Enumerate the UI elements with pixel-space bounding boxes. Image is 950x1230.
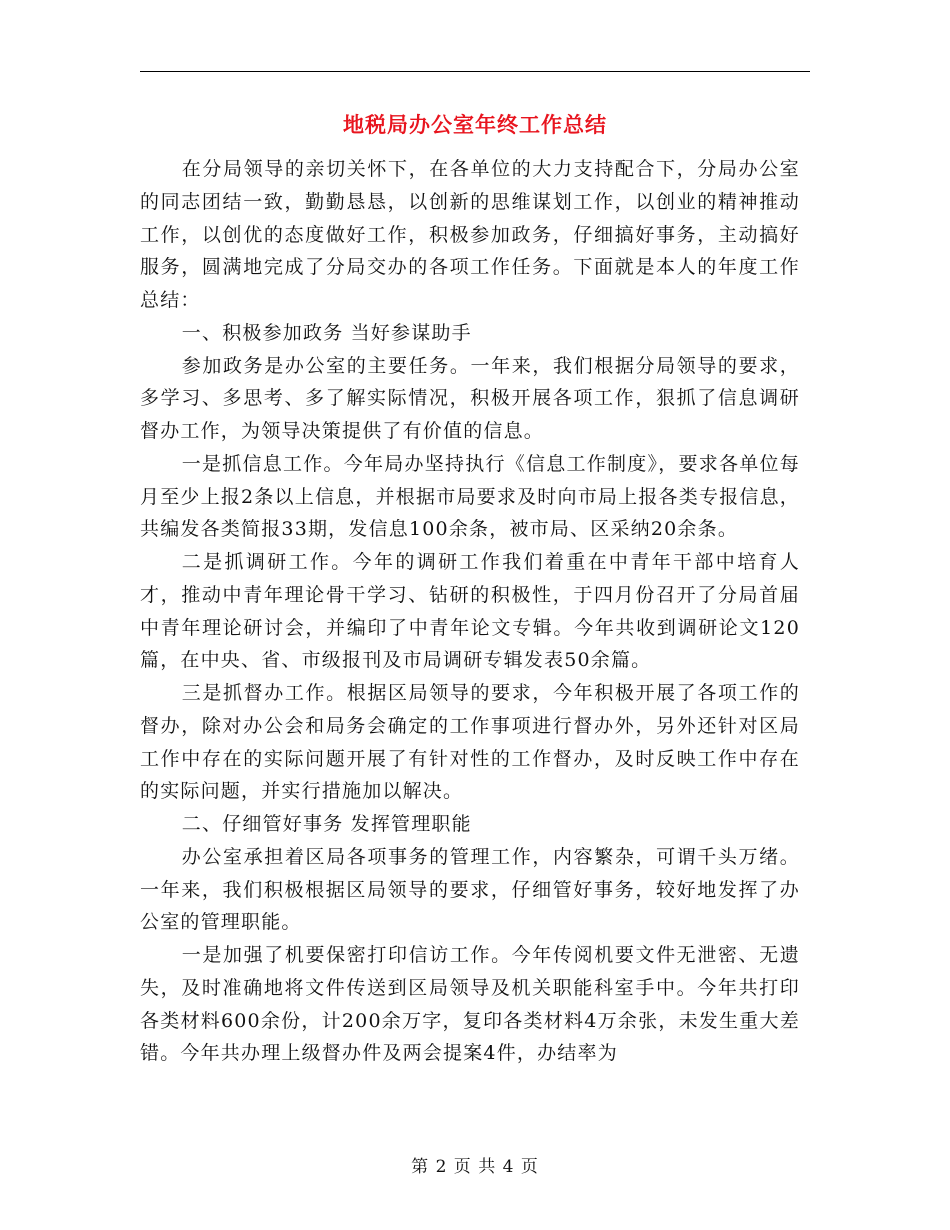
page-footer [0, 1156, 950, 1178]
document-body [140, 153, 800, 1070]
body-paragraph: 办公室承担着区局各项事务的管理工作，内容繁杂，可谓千头万绪。一年来，我们积极根据区局领导的要求，仔细管好事务，较好地发挥了办公室的管理职能。 [140, 845, 800, 934]
page-number: 第 2 页 共 4 页 [411, 1157, 539, 1177]
header-rule [140, 71, 810, 72]
body-paragraph: 一是抓信息工作。今年局办坚持执行《信息工作制度》，要求各单位每月至少上报2条以上信息，并根据市局要求及时向市局上报各类专报信息，共编发各类简报33期，发信息100余条，被市局、区采纳20余条。 [140, 452, 800, 541]
body-paragraph: 参加政务是办公室的主要任务。一年来，我们根据分局领导的要求，多学习、多思考、多了解实际情况，积极开展各项工作，狠抓了信息调研督办工作，为领导决策提供了有价值的信息。 [140, 354, 800, 442]
body-paragraph: 三是抓督办工作。根据区局领导的要求，今年积极开展了各项工作的督办，除对办公会和局务会确定的工作事项进行督办外，另外还针对区局工作中存在的实际问题开展了有针对性的工作督办，及时反映工作中存在的实际问题，并实行措施加以解决。 [140, 682, 800, 803]
section-heading-2: 二、仔细管好事务 发挥管理职能 [181, 813, 472, 835]
body-paragraph: 二是抓调研工作。今年的调研工作我们着重在中青年干部中培育人才，推动中青年理论骨干学习、钻研的积极性，于四月份召开了分局首届中青年理论研讨会，并编印了中青年论文专辑。今年共收到调研论文120篇，在中央、省、市级报刊及市局调研专辑发表50余篇。 [140, 551, 800, 672]
document-title: 地税局办公室年终工作总结 [343, 112, 607, 137]
body-paragraph: 一是加强了机要保密打印信访工作。今年传阅机要文件无泄密、无遗失，及时准确地将文件传送到区局领导及机关职能科室手中。今年共打印各类材料600余份，计200余万字，复印各类材料4万余张，未发生重大差错。今年共办理上级督办件及两会提案4件，办结率为 [140, 944, 800, 1065]
section-heading-1: 一、积极参加政务 当好参谋助手 [181, 321, 472, 344]
intro-paragraph: 在分局领导的亲切关怀下，在各单位的大力支持配合下，分局办公室的同志团结一致，勤勤恳恳，以创新的思维谋划工作，以创业的精神推动工作，以创优的态度做好工作，积极参加政务，仔细搞好事务，主动搞好服务，圆满地完成了分局交办的各项工作任务。下面就是本人的年度工作总结： [140, 158, 800, 311]
